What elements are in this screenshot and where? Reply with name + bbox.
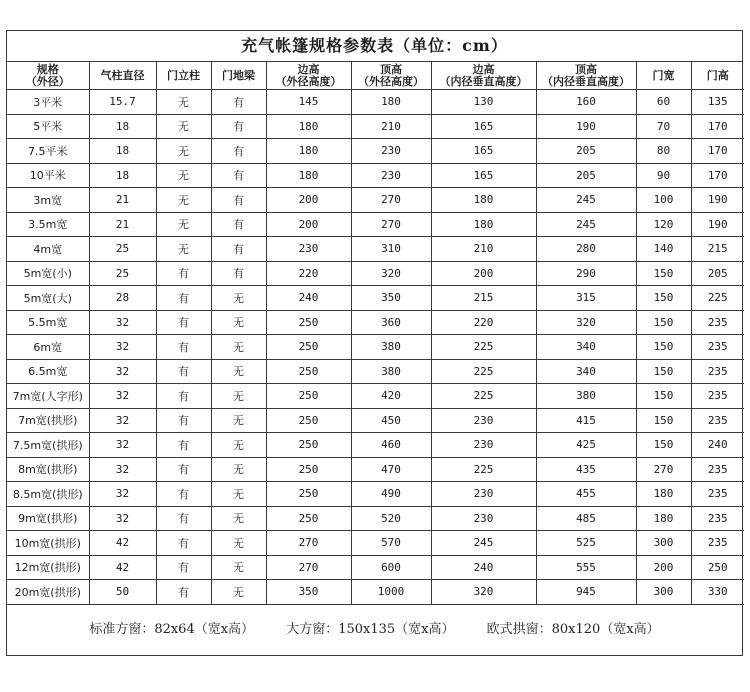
table-cell: 280 bbox=[536, 237, 636, 262]
table-cell: 有 bbox=[211, 139, 266, 164]
table-cell: 380 bbox=[351, 335, 431, 360]
table-cell: 120 bbox=[636, 212, 691, 237]
table-cell: 无 bbox=[211, 433, 266, 458]
table-cell: 6m宽 bbox=[7, 335, 89, 360]
table-row bbox=[7, 359, 744, 384]
table-cell: 4m宽 bbox=[7, 237, 89, 262]
table-cell: 12m宽(拱形) bbox=[7, 555, 89, 580]
table-cell: 有 bbox=[156, 384, 211, 409]
table-cell: 230 bbox=[431, 433, 536, 458]
table-cell: 450 bbox=[351, 408, 431, 433]
table-cell: 9m宽(拱形) bbox=[7, 506, 89, 531]
window-sizes-footer bbox=[7, 605, 742, 655]
table-cell: 170 bbox=[691, 139, 744, 164]
table-cell: 200 bbox=[636, 555, 691, 580]
euro-arch-window-note: 欧式拱窗：80x120（宽x高） bbox=[486, 621, 660, 637]
table-row bbox=[7, 580, 744, 605]
table-cell: 无 bbox=[211, 359, 266, 384]
table-cell: 80 bbox=[636, 139, 691, 164]
table-cell: 245 bbox=[431, 531, 536, 556]
table-cell: 380 bbox=[536, 384, 636, 409]
column-header-label: 门高 bbox=[706, 68, 729, 82]
table-cell: 300 bbox=[636, 580, 691, 605]
table-cell: 290 bbox=[536, 261, 636, 286]
table-cell: 320 bbox=[536, 310, 636, 335]
header-row bbox=[7, 62, 744, 90]
table-cell: 无 bbox=[211, 506, 266, 531]
table-cell: 250 bbox=[266, 310, 351, 335]
table-cell: 160 bbox=[536, 90, 636, 115]
column-header bbox=[156, 62, 211, 90]
table-cell: 无 bbox=[211, 580, 266, 605]
table-cell: 350 bbox=[266, 580, 351, 605]
table-cell: 有 bbox=[211, 261, 266, 286]
table-cell: 20m宽(拱形) bbox=[7, 580, 89, 605]
table-cell: 235 bbox=[691, 457, 744, 482]
table-row bbox=[7, 261, 744, 286]
column-header bbox=[7, 62, 89, 90]
table-cell: 250 bbox=[266, 433, 351, 458]
table-cell: 32 bbox=[89, 506, 156, 531]
table-cell: 15.7 bbox=[89, 90, 156, 115]
table-cell: 235 bbox=[691, 310, 744, 335]
table-cell: 270 bbox=[351, 188, 431, 213]
table-cell: 32 bbox=[89, 310, 156, 335]
table-row bbox=[7, 139, 744, 164]
table-cell: 32 bbox=[89, 384, 156, 409]
table-cell: 150 bbox=[636, 286, 691, 311]
table-cell: 无 bbox=[211, 286, 266, 311]
table-cell: 有 bbox=[156, 359, 211, 384]
table-row bbox=[7, 114, 744, 139]
table-cell: 有 bbox=[156, 310, 211, 335]
table-row bbox=[7, 286, 744, 311]
table-cell: 340 bbox=[536, 359, 636, 384]
table-cell: 210 bbox=[431, 237, 536, 262]
table-cell: 无 bbox=[156, 237, 211, 262]
table-cell: 250 bbox=[266, 506, 351, 531]
table-cell: 10平米 bbox=[7, 163, 89, 188]
table-cell: 6.5m宽 bbox=[7, 359, 89, 384]
table-cell: 无 bbox=[211, 408, 266, 433]
table-cell: 230 bbox=[351, 163, 431, 188]
table-cell: 945 bbox=[536, 580, 636, 605]
table-row bbox=[7, 457, 744, 482]
table-row bbox=[7, 335, 744, 360]
column-header-label: 顶高 bbox=[380, 62, 402, 76]
column-header-sublabel: （内径垂直高度） bbox=[439, 74, 528, 88]
table-row bbox=[7, 90, 744, 115]
table-row bbox=[7, 408, 744, 433]
table-cell: 130 bbox=[431, 90, 536, 115]
table-cell: 200 bbox=[266, 212, 351, 237]
table-cell: 7m宽(拱形) bbox=[7, 408, 89, 433]
table-cell: 420 bbox=[351, 384, 431, 409]
table-cell: 有 bbox=[156, 286, 211, 311]
table-cell: 150 bbox=[636, 335, 691, 360]
table-cell: 250 bbox=[266, 335, 351, 360]
table-cell: 320 bbox=[431, 580, 536, 605]
table-cell: 145 bbox=[266, 90, 351, 115]
table-row bbox=[7, 506, 744, 531]
table-cell: 235 bbox=[691, 335, 744, 360]
table-cell: 270 bbox=[266, 555, 351, 580]
column-header-label: 边高 bbox=[472, 62, 495, 76]
table-cell: 3.5m宽 bbox=[7, 212, 89, 237]
table-cell: 230 bbox=[431, 506, 536, 531]
table-cell: 有 bbox=[156, 482, 211, 507]
table-cell: 250 bbox=[266, 482, 351, 507]
table-cell: 有 bbox=[156, 506, 211, 531]
table-cell: 250 bbox=[691, 555, 744, 580]
column-header-label: 边高 bbox=[297, 62, 320, 76]
table-cell: 18 bbox=[89, 139, 156, 164]
table-cell: 32 bbox=[89, 482, 156, 507]
table-cell: 190 bbox=[536, 114, 636, 139]
table-cell: 435 bbox=[536, 457, 636, 482]
table-cell: 210 bbox=[351, 114, 431, 139]
column-header-label: 门地梁 bbox=[222, 68, 255, 82]
table-row bbox=[7, 482, 744, 507]
table-cell: 有 bbox=[156, 335, 211, 360]
table-cell: 235 bbox=[691, 531, 744, 556]
table-row bbox=[7, 531, 744, 556]
table-cell: 3平米 bbox=[7, 90, 89, 115]
table-cell: 135 bbox=[691, 90, 744, 115]
table-cell: 600 bbox=[351, 555, 431, 580]
table-cell: 180 bbox=[431, 188, 536, 213]
table-cell: 165 bbox=[431, 114, 536, 139]
table-cell: 有 bbox=[211, 237, 266, 262]
table-cell: 205 bbox=[536, 163, 636, 188]
table-cell: 180 bbox=[636, 482, 691, 507]
table-cell: 360 bbox=[351, 310, 431, 335]
table-cell: 140 bbox=[636, 237, 691, 262]
table-cell: 235 bbox=[691, 359, 744, 384]
table-cell: 310 bbox=[351, 237, 431, 262]
table-cell: 220 bbox=[431, 310, 536, 335]
table-cell: 无 bbox=[156, 212, 211, 237]
table-cell: 250 bbox=[266, 457, 351, 482]
table-cell: 490 bbox=[351, 482, 431, 507]
table-row bbox=[7, 433, 744, 458]
table-cell: 425 bbox=[536, 433, 636, 458]
table-cell: 330 bbox=[691, 580, 744, 605]
table-cell: 240 bbox=[266, 286, 351, 311]
table-cell: 25 bbox=[89, 261, 156, 286]
table-cell: 180 bbox=[266, 114, 351, 139]
table-cell: 有 bbox=[211, 212, 266, 237]
table-cell: 无 bbox=[156, 188, 211, 213]
table-cell: 150 bbox=[636, 310, 691, 335]
table-cell: 8.5m宽(拱形) bbox=[7, 482, 89, 507]
table-cell: 270 bbox=[636, 457, 691, 482]
table-cell: 10m宽(拱形) bbox=[7, 531, 89, 556]
table-cell: 90 bbox=[636, 163, 691, 188]
table-cell: 190 bbox=[691, 212, 744, 237]
column-header bbox=[211, 62, 266, 90]
table-cell: 250 bbox=[266, 408, 351, 433]
table-title: 充气帐篷规格参数表（单位：cm） bbox=[7, 31, 742, 62]
table-cell: 485 bbox=[536, 506, 636, 531]
table-cell: 42 bbox=[89, 555, 156, 580]
table-cell: 235 bbox=[691, 408, 744, 433]
table-cell: 无 bbox=[156, 139, 211, 164]
column-header bbox=[431, 62, 536, 90]
table-cell: 18 bbox=[89, 114, 156, 139]
table-cell: 21 bbox=[89, 212, 156, 237]
column-header bbox=[691, 62, 744, 90]
table-row bbox=[7, 188, 744, 213]
table-cell: 150 bbox=[636, 359, 691, 384]
table-cell: 有 bbox=[156, 531, 211, 556]
table-cell: 180 bbox=[266, 163, 351, 188]
table-cell: 250 bbox=[266, 359, 351, 384]
table-cell: 170 bbox=[691, 114, 744, 139]
table-cell: 200 bbox=[266, 188, 351, 213]
table-row bbox=[7, 212, 744, 237]
table-cell: 70 bbox=[636, 114, 691, 139]
table-cell: 205 bbox=[536, 139, 636, 164]
table-cell: 455 bbox=[536, 482, 636, 507]
table-cell: 有 bbox=[156, 261, 211, 286]
table-cell: 320 bbox=[351, 261, 431, 286]
table-cell: 200 bbox=[431, 261, 536, 286]
table-cell: 无 bbox=[211, 384, 266, 409]
table-cell: 235 bbox=[691, 506, 744, 531]
table-cell: 25 bbox=[89, 237, 156, 262]
table-cell: 有 bbox=[156, 433, 211, 458]
table-cell: 5.5m宽 bbox=[7, 310, 89, 335]
table-cell: 无 bbox=[211, 457, 266, 482]
table-cell: 8m宽(拱形) bbox=[7, 457, 89, 482]
column-header-label: 规格 bbox=[36, 62, 59, 76]
table-cell: 225 bbox=[431, 384, 536, 409]
table-cell: 60 bbox=[636, 90, 691, 115]
table-cell: 205 bbox=[691, 261, 744, 286]
table-cell: 5平米 bbox=[7, 114, 89, 139]
table-cell: 无 bbox=[211, 335, 266, 360]
table-body bbox=[7, 90, 744, 605]
column-header-label: 顶高 bbox=[575, 62, 597, 76]
spec-table-sheet bbox=[6, 30, 743, 656]
table-cell: 470 bbox=[351, 457, 431, 482]
spec-table bbox=[7, 62, 744, 605]
table-cell: 225 bbox=[431, 335, 536, 360]
table-cell: 无 bbox=[211, 531, 266, 556]
table-cell: 150 bbox=[636, 408, 691, 433]
table-cell: 380 bbox=[351, 359, 431, 384]
large-window-note: 大方窗：150x135（宽x高） bbox=[286, 621, 455, 637]
table-cell: 42 bbox=[89, 531, 156, 556]
table-cell: 18 bbox=[89, 163, 156, 188]
table-cell: 150 bbox=[636, 433, 691, 458]
table-cell: 220 bbox=[266, 261, 351, 286]
column-header-sublabel: （外径高度） bbox=[358, 74, 424, 88]
table-row bbox=[7, 163, 744, 188]
table-cell: 32 bbox=[89, 408, 156, 433]
table-cell: 240 bbox=[431, 555, 536, 580]
table-cell: 150 bbox=[636, 261, 691, 286]
table-cell: 150 bbox=[636, 384, 691, 409]
table-cell: 165 bbox=[431, 139, 536, 164]
table-row bbox=[7, 237, 744, 262]
table-cell: 32 bbox=[89, 457, 156, 482]
table-row bbox=[7, 384, 744, 409]
column-header-sublabel: （外径） bbox=[25, 74, 70, 88]
table-cell: 415 bbox=[536, 408, 636, 433]
table-cell: 21 bbox=[89, 188, 156, 213]
table-cell: 5m宽(大) bbox=[7, 286, 89, 311]
table-cell: 235 bbox=[691, 482, 744, 507]
table-cell: 50 bbox=[89, 580, 156, 605]
table-cell: 460 bbox=[351, 433, 431, 458]
standard-window-note: 标准方窗：82x64（宽x高） bbox=[89, 621, 255, 637]
table-cell: 32 bbox=[89, 335, 156, 360]
table-cell: 5m宽(小) bbox=[7, 261, 89, 286]
table-cell: 230 bbox=[431, 482, 536, 507]
table-cell: 240 bbox=[691, 433, 744, 458]
column-header bbox=[89, 62, 156, 90]
table-cell: 7.5平米 bbox=[7, 139, 89, 164]
column-header-sublabel: （外径高度） bbox=[275, 74, 342, 88]
column-header-sublabel: （内径垂直高度） bbox=[542, 74, 630, 88]
table-cell: 270 bbox=[351, 212, 431, 237]
table-row bbox=[7, 310, 744, 335]
table-cell: 无 bbox=[156, 90, 211, 115]
table-cell: 无 bbox=[156, 114, 211, 139]
column-header bbox=[266, 62, 351, 90]
table-cell: 215 bbox=[691, 237, 744, 262]
table-cell: 32 bbox=[89, 433, 156, 458]
table-cell: 有 bbox=[156, 555, 211, 580]
table-cell: 有 bbox=[156, 580, 211, 605]
table-cell: 100 bbox=[636, 188, 691, 213]
column-header-label: 门立柱 bbox=[167, 68, 200, 82]
table-cell: 525 bbox=[536, 531, 636, 556]
table-cell: 有 bbox=[211, 188, 266, 213]
table-cell: 3m宽 bbox=[7, 188, 89, 213]
table-cell: 250 bbox=[266, 384, 351, 409]
table-cell: 315 bbox=[536, 286, 636, 311]
table-cell: 270 bbox=[266, 531, 351, 556]
table-cell: 230 bbox=[431, 408, 536, 433]
table-cell: 245 bbox=[536, 212, 636, 237]
table-cell: 有 bbox=[211, 163, 266, 188]
table-cell: 225 bbox=[691, 286, 744, 311]
table-cell: 215 bbox=[431, 286, 536, 311]
table-cell: 1000 bbox=[351, 580, 431, 605]
table-cell: 350 bbox=[351, 286, 431, 311]
table-cell: 555 bbox=[536, 555, 636, 580]
table-cell: 300 bbox=[636, 531, 691, 556]
column-header-label: 门宽 bbox=[652, 68, 675, 82]
table-cell: 无 bbox=[211, 482, 266, 507]
table-cell: 180 bbox=[351, 90, 431, 115]
table-cell: 28 bbox=[89, 286, 156, 311]
table-cell: 180 bbox=[636, 506, 691, 531]
table-cell: 170 bbox=[691, 163, 744, 188]
table-cell: 有 bbox=[211, 114, 266, 139]
table-cell: 230 bbox=[351, 139, 431, 164]
table-cell: 有 bbox=[156, 457, 211, 482]
table-cell: 180 bbox=[431, 212, 536, 237]
column-header bbox=[636, 62, 691, 90]
table-cell: 7m宽(人字形) bbox=[7, 384, 89, 409]
table-cell: 无 bbox=[156, 163, 211, 188]
column-header bbox=[351, 62, 431, 90]
table-cell: 180 bbox=[266, 139, 351, 164]
table-cell: 有 bbox=[211, 90, 266, 115]
table-cell: 165 bbox=[431, 163, 536, 188]
table-cell: 无 bbox=[211, 555, 266, 580]
table-cell: 7.5m宽(拱形) bbox=[7, 433, 89, 458]
table-cell: 570 bbox=[351, 531, 431, 556]
table-cell: 225 bbox=[431, 457, 536, 482]
table-cell: 340 bbox=[536, 335, 636, 360]
column-header bbox=[536, 62, 636, 90]
table-cell: 225 bbox=[431, 359, 536, 384]
table-cell: 有 bbox=[156, 408, 211, 433]
table-cell: 32 bbox=[89, 359, 156, 384]
table-cell: 520 bbox=[351, 506, 431, 531]
table-cell: 245 bbox=[536, 188, 636, 213]
table-row bbox=[7, 555, 744, 580]
table-cell: 230 bbox=[266, 237, 351, 262]
column-header-label: 气柱直径 bbox=[100, 68, 145, 82]
table-cell: 190 bbox=[691, 188, 744, 213]
table-cell: 无 bbox=[211, 310, 266, 335]
table-cell: 235 bbox=[691, 384, 744, 409]
